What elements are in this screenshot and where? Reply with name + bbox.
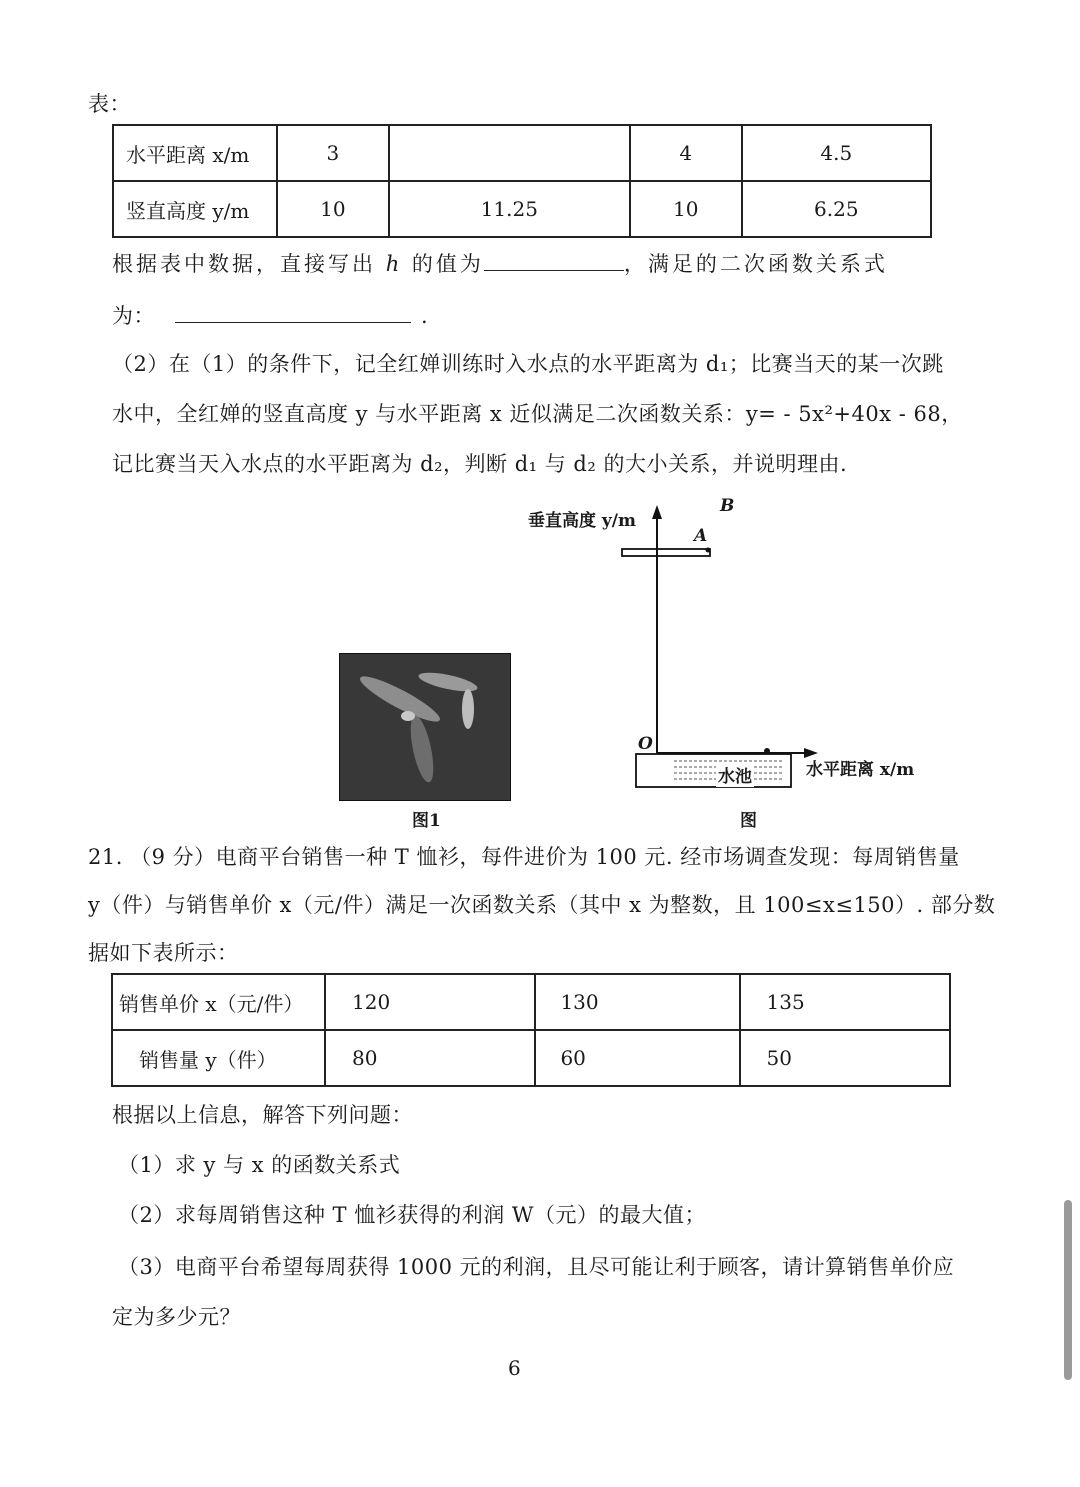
question-2-line-3: 记比赛当天入水点的水平距离为 d₂，判断 d₁ 与 d₂ 的大小关系，并说明理由. (112, 452, 848, 476)
origin-label: O (638, 734, 653, 754)
table-cell: 6.25 (742, 181, 931, 237)
table-cell: 80 (325, 1030, 535, 1086)
entry-point-marker (764, 748, 770, 754)
table-cell: 130 (535, 974, 739, 1030)
table-cell: 50 (740, 1030, 950, 1086)
table-cell: 120 (325, 974, 535, 1030)
page-number: 6 (508, 1356, 522, 1380)
data-table-2 (111, 973, 951, 1087)
figure-1-caption: 图1 (412, 811, 441, 831)
table-cell: 4 (630, 125, 742, 181)
table-cell (389, 125, 630, 181)
pool-label: 水池 (716, 762, 754, 787)
scrollbar-thumb[interactable] (1064, 1200, 1072, 1380)
y-axis-label: 垂直高度 y/m (528, 511, 636, 531)
question-1-line-1: 根据表中数据，直接写出 h 的值为 ，满足的二次函数关系式 (112, 252, 888, 276)
table-label: 表： (88, 92, 131, 116)
figure-2-caption: 图 (740, 811, 757, 831)
table-cell: 10 (277, 181, 389, 237)
point-a-label: A (694, 526, 708, 546)
x-axis-label: 水平距离 x/m (806, 760, 915, 780)
table-cell: 4.5 (742, 125, 931, 181)
question-21-part-3-line-2: 定为多少元？ (112, 1305, 241, 1329)
question-21-line-1: 21. （9 分）电商平台销售一种 T 恤衫，每件进价为 100 元. 经市场调查发现：每周销售量 (88, 845, 960, 869)
diver-silhouette-icon (340, 654, 510, 800)
question-21-part-2: （2）求每周销售这种 T 恤衫获得的利润 W（元）的最大值； (118, 1203, 706, 1227)
answer-blank-h[interactable] (484, 269, 624, 271)
table-cell: 60 (535, 1030, 739, 1086)
answer-blank-function[interactable] (175, 321, 411, 323)
question-21-part-3-line-1: （3）电商平台希望每周获得 1000 元的利润，且尽可能让利于顾客，请计算销售单价应 (118, 1255, 955, 1279)
table-row-label-quantity: 销售量 y（件） (112, 1030, 325, 1086)
question-21-part-1: （1）求 y 与 x 的函数关系式 (118, 1153, 401, 1177)
table-cell: 10 (630, 181, 742, 237)
table-row-label-price: 销售单价 x（元/件） (112, 974, 325, 1030)
data-table-1 (112, 124, 932, 238)
question-21-line-2: y（件）与销售单价 x（元/件）满足一次函数关系（其中 x 为整数，且 100≤x≤150）. 部分数 (88, 893, 996, 917)
question-2-line-2: 水中，全红婵的竖直高度 y 与水平距离 x 近似满足二次函数关系：y= - 5x²+40x - 68， (112, 402, 963, 426)
question-2-line-1: （2）在（1）的条件下，记全红婵训练时入水点的水平距离为 d₁；比赛当天的某一次跳 (112, 352, 944, 376)
table-cell: 3 (277, 125, 389, 181)
diving-photo (339, 653, 511, 801)
question-21-line-3: 据如下表所示： (88, 941, 239, 965)
pool-outline (636, 754, 791, 787)
table-row-label-x: 水平距离 x/m (113, 125, 277, 181)
point-b-label: B (720, 496, 735, 516)
table-cell: 135 (740, 974, 950, 1030)
question-1-line-2: 为： . (112, 304, 429, 328)
table-row-label-y: 竖直高度 y/m (113, 181, 277, 237)
y-axis-arrow-icon (652, 505, 662, 519)
point-a-marker (706, 548, 711, 553)
question-21-intro: 根据以上信息，解答下列问题： (112, 1103, 413, 1127)
table-cell: 11.25 (389, 181, 630, 237)
diving-platform (622, 549, 710, 556)
